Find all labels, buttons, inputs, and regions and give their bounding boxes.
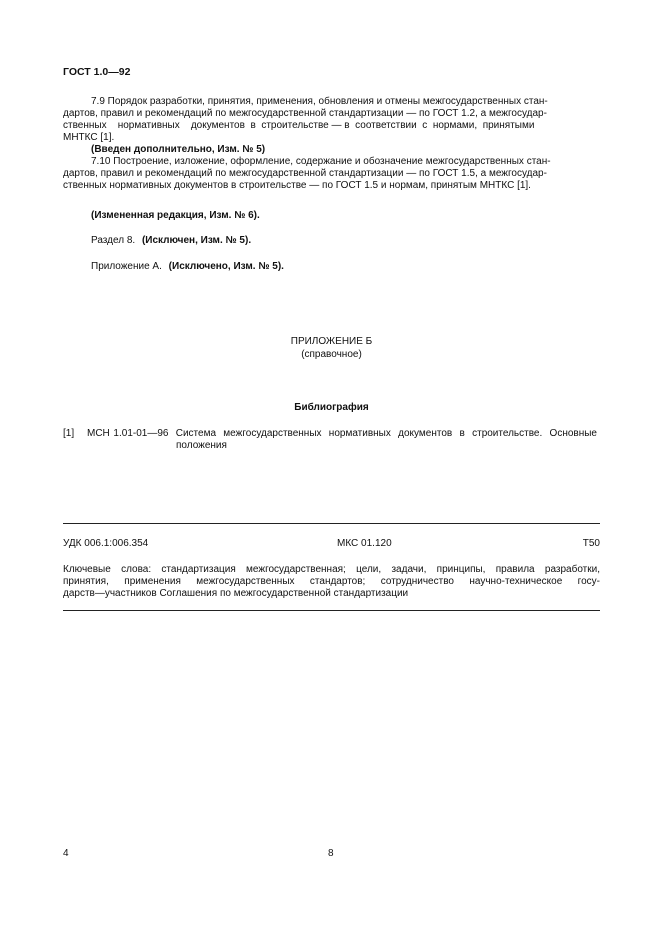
section-7-10 — [63, 156, 600, 192]
footer-top-divider — [63, 523, 600, 524]
section-7-9-line: 7.9 Порядок разработки, принятия, применения, обновления и отмены межгосударственных стан- — [91, 96, 548, 107]
section-7-9-note: (Введен дополнительно, Изм. № 5) — [91, 144, 266, 155]
section-8-entry — [91, 235, 251, 247]
section-7-10-line: ственных нормативных документов в строительстве — по ГОСТ 1.5 и нормам, принятым МНТКС [1]. — [63, 180, 531, 191]
appendix-b-subtitle: (справочное) — [301, 349, 362, 360]
section-7-10-line: дартов, правил и рекомендаций по межгосударственной стандартизации — по ГОСТ 1.5, а межгосудар- — [63, 168, 547, 179]
appendix-a-label: Приложение А. — [91, 261, 162, 272]
keywords-block — [63, 564, 600, 600]
appendix-b-title: ПРИЛОЖЕНИЕ Б — [290, 336, 373, 347]
bibliography-item-continuation: положения — [176, 440, 227, 451]
page-number-center: 8 — [328, 848, 334, 859]
footer-bottom-divider — [63, 610, 600, 611]
udk-code: УДК 006.1:006.354 — [63, 538, 149, 549]
bibliography-item-text: МСН 1.01-01—96 Система межгосударственных нормативных документов в строительстве. Основные — [87, 428, 597, 439]
mks-code: МКС 01.120 — [337, 538, 392, 549]
bibliography-item — [87, 428, 597, 452]
keywords-line: принятия, применения межгосударственных стандартов; сотрудничество научно-техническое госу- — [63, 576, 600, 587]
section-7-10-line: 7.10 Построение, изложение, оформление, содержание и обозначение межгосударственных стан- — [91, 156, 551, 167]
category-code: Т50 — [582, 538, 600, 549]
section-7-9-line: дартов, правил и рекомендаций по межгосударственной стандартизации — по ГОСТ 1.2, а межгосудар- — [63, 108, 547, 119]
bibliography-item-number: [1] — [63, 428, 75, 439]
keywords-line: Ключевые слова: стандартизация межгосударственная; цели, задачи, принципы, правила разработки, — [63, 564, 600, 575]
section-8-note: (Исключен, Изм. № 5). — [141, 235, 252, 246]
section-7-9 — [63, 96, 600, 156]
keywords-line: дарств—участников Соглашения по межгосударственной стандартизации — [63, 588, 409, 599]
page-number-left: 4 — [63, 848, 69, 859]
revision-note: (Измененная редакция, Изм. № 6). — [91, 210, 260, 221]
section-8-label: Раздел 8. — [91, 235, 136, 246]
section-7-9-line: ственных нормативных документов в строительстве — в соответствии с нормами, принятыми — [63, 120, 535, 131]
bibliography-heading: Библиография — [294, 402, 369, 413]
appendix-a-entry — [91, 261, 284, 273]
appendix-a-note: (Исключено, Изм. № 5). — [168, 261, 284, 272]
document-header: ГОСТ 1.0—92 — [63, 66, 131, 78]
section-7-9-line: МНТКС [1]. — [63, 132, 115, 143]
